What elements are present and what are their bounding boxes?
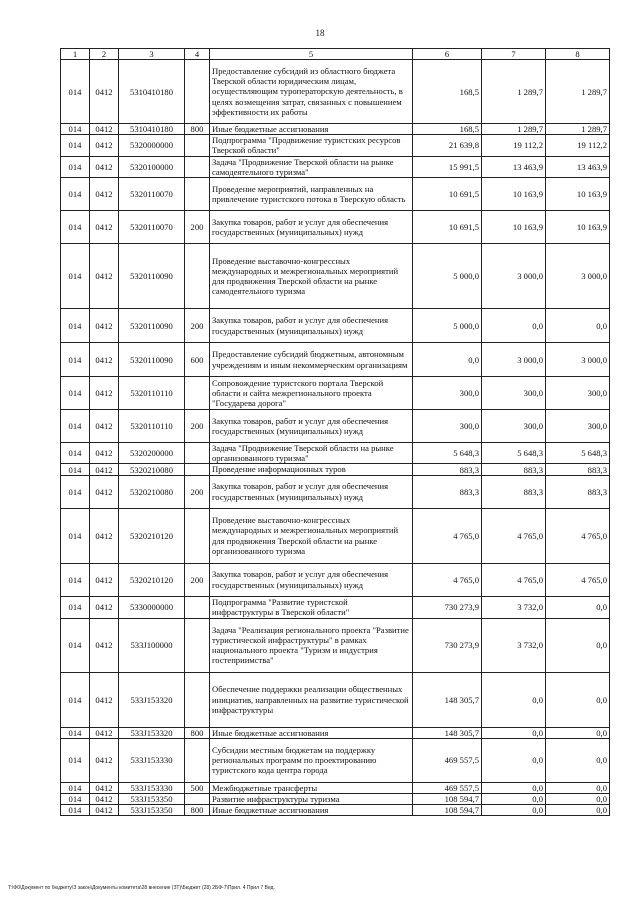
cell-expense-type-code	[185, 60, 210, 124]
cell-chapter-code: 014	[61, 508, 90, 563]
cell-amount-2022: 10 163,9	[482, 178, 546, 211]
cell-chapter-code: 014	[61, 805, 90, 816]
cell-amount-2022: 3 732,0	[482, 618, 546, 672]
cell-expense-type-code	[185, 596, 210, 618]
table-row	[61, 124, 610, 135]
cell-target-article-code: 5330000000	[119, 596, 185, 618]
column-header-4: 4	[185, 49, 210, 60]
cell-section-code: 0412	[90, 475, 119, 508]
cell-amount-2023: 0,0	[546, 672, 610, 727]
cell-amount-2023: 0,0	[546, 618, 610, 672]
cell-description: Субсидии местным бюджетам на поддержку региональных программ по проектированию туристского кода центра города	[210, 738, 413, 782]
cell-expense-type-code: 200	[185, 211, 210, 244]
cell-target-article-code: 5320210120	[119, 508, 185, 563]
cell-amount-2023: 19 112,2	[546, 135, 610, 156]
cell-target-article-code: 5320110090	[119, 244, 185, 309]
cell-amount-2023: 4 765,0	[546, 508, 610, 563]
cell-amount-2022: 1 289,7	[482, 60, 546, 124]
cell-description: Предоставление субсидий из областного бюджета Тверской области юридическим лицам, осуществляющим туроператорскую деятельность, в целях возмещения затрат, связанных с повышением эффективности их работы	[210, 60, 413, 124]
cell-amount-2021: 21 639,8	[413, 135, 482, 156]
cell-chapter-code: 014	[61, 782, 90, 793]
cell-amount-2021: 108 594,7	[413, 805, 482, 816]
table-row	[61, 672, 610, 727]
cell-amount-2022: 3 732,0	[482, 596, 546, 618]
cell-description: Проведение мероприятий, направленных на привлечение туристского потока в Тверскую область	[210, 178, 413, 211]
column-header-3: 3	[119, 49, 185, 60]
cell-expense-type-code: 200	[185, 410, 210, 443]
cell-description: Проведение выставочно-конгрессных международных и межрегиональных мероприятий для продвижения Тверской области на рынке самодеятельного туризма	[210, 244, 413, 309]
table-row	[61, 377, 610, 410]
cell-amount-2022: 0,0	[482, 672, 546, 727]
cell-amount-2021: 730 273,9	[413, 618, 482, 672]
table-row	[61, 178, 610, 211]
cell-description: Иные бюджетные ассигнования	[210, 805, 413, 816]
cell-target-article-code: 5320200000	[119, 443, 185, 464]
cell-description: Задача "Продвижение Тверской области на рынке самодеятельного туризма"	[210, 156, 413, 177]
cell-amount-2022: 883,3	[482, 475, 546, 508]
table-row	[61, 475, 610, 508]
cell-target-article-code: 5320110070	[119, 211, 185, 244]
cell-section-code: 0412	[90, 563, 119, 596]
cell-chapter-code: 014	[61, 309, 90, 343]
cell-amount-2021: 469 557,5	[413, 738, 482, 782]
cell-section-code: 0412	[90, 464, 119, 475]
cell-chapter-code: 014	[61, 343, 90, 377]
cell-description: Подпрограмма "Развитие туристской инфраструктуры в Тверской области"	[210, 596, 413, 618]
cell-amount-2021: 4 765,0	[413, 508, 482, 563]
cell-amount-2022: 3 000,0	[482, 244, 546, 309]
cell-expense-type-code	[185, 244, 210, 309]
cell-amount-2022: 300,0	[482, 377, 546, 410]
table-row	[61, 618, 610, 672]
cell-chapter-code: 014	[61, 135, 90, 156]
cell-expense-type-code	[185, 178, 210, 211]
cell-amount-2023: 0,0	[546, 727, 610, 738]
cell-amount-2021: 0,0	[413, 343, 482, 377]
cell-amount-2021: 108 594,7	[413, 794, 482, 805]
cell-amount-2021: 5 000,0	[413, 309, 482, 343]
cell-target-article-code: 533J153320	[119, 672, 185, 727]
table-row	[61, 135, 610, 156]
cell-chapter-code: 014	[61, 738, 90, 782]
cell-amount-2022: 300,0	[482, 410, 546, 443]
table-row	[61, 410, 610, 443]
cell-chapter-code: 014	[61, 377, 90, 410]
cell-chapter-code: 014	[61, 727, 90, 738]
cell-amount-2021: 5 648,3	[413, 443, 482, 464]
cell-expense-type-code	[185, 618, 210, 672]
cell-amount-2022: 5 648,3	[482, 443, 546, 464]
cell-target-article-code: 5310410180	[119, 60, 185, 124]
cell-amount-2023: 10 163,9	[546, 211, 610, 244]
cell-amount-2022: 3 000,0	[482, 343, 546, 377]
budget-table	[60, 48, 610, 816]
cell-chapter-code: 014	[61, 124, 90, 135]
cell-section-code: 0412	[90, 309, 119, 343]
cell-chapter-code: 014	[61, 464, 90, 475]
cell-target-article-code: 533J153350	[119, 794, 185, 805]
cell-target-article-code: 5320110110	[119, 377, 185, 410]
cell-section-code: 0412	[90, 508, 119, 563]
table-body	[61, 60, 610, 816]
cell-amount-2023: 5 648,3	[546, 443, 610, 464]
cell-amount-2021: 148 305,7	[413, 672, 482, 727]
cell-section-code: 0412	[90, 60, 119, 124]
column-header-8: 8	[546, 49, 610, 60]
cell-description: Задача "Продвижение Тверской области на рынке организованного туризма"	[210, 443, 413, 464]
table-row	[61, 738, 610, 782]
cell-description: Подпрограмма "Продвижение туристских ресурсов Тверской области"	[210, 135, 413, 156]
cell-section-code: 0412	[90, 211, 119, 244]
cell-expense-type-code	[185, 156, 210, 177]
cell-amount-2021: 168,5	[413, 60, 482, 124]
cell-section-code: 0412	[90, 410, 119, 443]
cell-expense-type-code: 200	[185, 563, 210, 596]
cell-expense-type-code: 800	[185, 727, 210, 738]
cell-amount-2022: 0,0	[482, 727, 546, 738]
cell-amount-2021: 5 000,0	[413, 244, 482, 309]
cell-target-article-code: 533J153320	[119, 727, 185, 738]
cell-description: Предоставление субсидий бюджетным, автономным учреждениям и иным некоммерческим организациям	[210, 343, 413, 377]
cell-expense-type-code: 200	[185, 309, 210, 343]
cell-chapter-code: 014	[61, 618, 90, 672]
cell-section-code: 0412	[90, 135, 119, 156]
cell-description: Закупка товаров, работ и услуг для обеспечения государственных (муниципальных) нужд	[210, 475, 413, 508]
cell-amount-2022: 1 289,7	[482, 124, 546, 135]
cell-amount-2021: 883,3	[413, 475, 482, 508]
cell-amount-2021: 469 557,5	[413, 782, 482, 793]
cell-chapter-code: 014	[61, 156, 90, 177]
cell-amount-2023: 1 289,7	[546, 60, 610, 124]
cell-section-code: 0412	[90, 596, 119, 618]
file-path-footer: T:\Ф0\Документ по бюджету\З закон\Документы комитета\28 внесение (ЗТ)\Бюджет (28) 2БФ-7\Прил. 4 Прил 7 Вед.	[8, 885, 275, 891]
cell-section-code: 0412	[90, 343, 119, 377]
cell-description: Закупка товаров, работ и услуг для обеспечения государственных (муниципальных) нужд	[210, 211, 413, 244]
cell-expense-type-code: 500	[185, 782, 210, 793]
cell-amount-2021: 300,0	[413, 377, 482, 410]
cell-expense-type-code	[185, 443, 210, 464]
table-row	[61, 244, 610, 309]
cell-target-article-code: 5310410180	[119, 124, 185, 135]
cell-target-article-code: 5320210080	[119, 475, 185, 508]
cell-expense-type-code	[185, 738, 210, 782]
column-header-6: 6	[413, 49, 482, 60]
cell-chapter-code: 014	[61, 211, 90, 244]
cell-target-article-code: 5320000000	[119, 135, 185, 156]
cell-chapter-code: 014	[61, 244, 90, 309]
cell-description: Закупка товаров, работ и услуг для обеспечения государственных (муниципальных) нужд	[210, 410, 413, 443]
cell-amount-2022: 0,0	[482, 309, 546, 343]
cell-expense-type-code	[185, 377, 210, 410]
cell-amount-2022: 0,0	[482, 805, 546, 816]
table-row	[61, 309, 610, 343]
cell-amount-2023: 1 289,7	[546, 124, 610, 135]
cell-chapter-code: 014	[61, 672, 90, 727]
cell-amount-2021: 10 691,5	[413, 178, 482, 211]
cell-section-code: 0412	[90, 618, 119, 672]
cell-expense-type-code	[185, 794, 210, 805]
cell-amount-2023: 10 163,9	[546, 178, 610, 211]
cell-target-article-code: 533J153330	[119, 782, 185, 793]
cell-section-code: 0412	[90, 377, 119, 410]
cell-chapter-code: 014	[61, 443, 90, 464]
cell-amount-2023: 4 765,0	[546, 563, 610, 596]
cell-amount-2021: 730 273,9	[413, 596, 482, 618]
cell-section-code: 0412	[90, 672, 119, 727]
cell-target-article-code: 5320110110	[119, 410, 185, 443]
cell-chapter-code: 014	[61, 410, 90, 443]
cell-amount-2022: 4 765,0	[482, 508, 546, 563]
cell-target-article-code: 5320110070	[119, 178, 185, 211]
cell-expense-type-code: 800	[185, 805, 210, 816]
cell-section-code: 0412	[90, 443, 119, 464]
cell-section-code: 0412	[90, 244, 119, 309]
cell-amount-2021: 4 765,0	[413, 563, 482, 596]
cell-target-article-code: 533J153350	[119, 805, 185, 816]
table-row	[61, 156, 610, 177]
cell-chapter-code: 014	[61, 60, 90, 124]
cell-amount-2022: 4 765,0	[482, 563, 546, 596]
cell-amount-2022: 19 112,2	[482, 135, 546, 156]
cell-description: Иные бюджетные ассигнования	[210, 727, 413, 738]
table-row	[61, 794, 610, 805]
cell-chapter-code: 014	[61, 475, 90, 508]
cell-chapter-code: 014	[61, 596, 90, 618]
cell-expense-type-code	[185, 672, 210, 727]
cell-amount-2023: 3 000,0	[546, 244, 610, 309]
table-row	[61, 782, 610, 793]
table-row	[61, 805, 610, 816]
cell-description: Задача "Реализация регионального проекта "Развитие туристической инфраструктуры" в рамках национального проекта "Туризм и индустрия гостеприимства"	[210, 618, 413, 672]
cell-amount-2023: 0,0	[546, 805, 610, 816]
cell-description: Закупка товаров, работ и услуг для обеспечения государственных (муниципальных) нужд	[210, 309, 413, 343]
cell-section-code: 0412	[90, 124, 119, 135]
cell-amount-2023: 300,0	[546, 377, 610, 410]
cell-amount-2023: 300,0	[546, 410, 610, 443]
table-row	[61, 596, 610, 618]
cell-expense-type-code: 200	[185, 475, 210, 508]
column-header-1: 1	[61, 49, 90, 60]
cell-target-article-code: 5320210120	[119, 563, 185, 596]
cell-amount-2023: 3 000,0	[546, 343, 610, 377]
cell-section-code: 0412	[90, 727, 119, 738]
cell-amount-2022: 883,3	[482, 464, 546, 475]
table-row	[61, 60, 610, 124]
cell-target-article-code: 5320210080	[119, 464, 185, 475]
cell-section-code: 0412	[90, 805, 119, 816]
cell-target-article-code: 533J153330	[119, 738, 185, 782]
cell-amount-2023: 0,0	[546, 794, 610, 805]
cell-target-article-code: 533J100000	[119, 618, 185, 672]
cell-description: Проведение выставочно-конгрессных международных и межрегиональных мероприятий для продвижения Тверской области на рынке организованного туризма	[210, 508, 413, 563]
cell-amount-2021: 10 691,5	[413, 211, 482, 244]
cell-chapter-code: 014	[61, 794, 90, 805]
cell-description: Межбюджетные трансферты	[210, 782, 413, 793]
cell-amount-2021: 15 991,5	[413, 156, 482, 177]
cell-section-code: 0412	[90, 738, 119, 782]
cell-expense-type-code	[185, 135, 210, 156]
cell-description: Обеспечение поддержки реализации общественных инициатив, направленных на развитие туристической инфраструктуры	[210, 672, 413, 727]
cell-amount-2023: 0,0	[546, 782, 610, 793]
cell-expense-type-code: 800	[185, 124, 210, 135]
cell-amount-2022: 13 463,9	[482, 156, 546, 177]
cell-target-article-code: 5320110090	[119, 309, 185, 343]
cell-section-code: 0412	[90, 794, 119, 805]
cell-amount-2022: 0,0	[482, 782, 546, 793]
cell-amount-2022: 0,0	[482, 738, 546, 782]
cell-description: Иные бюджетные ассигнования	[210, 124, 413, 135]
column-header-7: 7	[482, 49, 546, 60]
table-row	[61, 563, 610, 596]
cell-target-article-code: 5320100000	[119, 156, 185, 177]
cell-amount-2023: 13 463,9	[546, 156, 610, 177]
cell-amount-2023: 0,0	[546, 738, 610, 782]
table-row	[61, 443, 610, 464]
cell-amount-2023: 883,3	[546, 475, 610, 508]
table-row	[61, 464, 610, 475]
cell-chapter-code: 014	[61, 178, 90, 211]
cell-amount-2021: 168,5	[413, 124, 482, 135]
cell-amount-2023: 0,0	[546, 596, 610, 618]
cell-description: Развитие инфраструктуры туризма	[210, 794, 413, 805]
cell-amount-2021: 300,0	[413, 410, 482, 443]
table-row	[61, 508, 610, 563]
column-header-5: 5	[210, 49, 413, 60]
cell-amount-2021: 148 305,7	[413, 727, 482, 738]
cell-chapter-code: 014	[61, 563, 90, 596]
cell-amount-2022: 10 163,9	[482, 211, 546, 244]
cell-section-code: 0412	[90, 156, 119, 177]
cell-section-code: 0412	[90, 178, 119, 211]
cell-amount-2023: 883,3	[546, 464, 610, 475]
cell-expense-type-code	[185, 464, 210, 475]
column-header-2: 2	[90, 49, 119, 60]
cell-expense-type-code	[185, 508, 210, 563]
cell-amount-2023: 0,0	[546, 309, 610, 343]
cell-section-code: 0412	[90, 782, 119, 793]
cell-description: Закупка товаров, работ и услуг для обеспечения государственных (муниципальных) нужд	[210, 563, 413, 596]
cell-amount-2021: 883,3	[413, 464, 482, 475]
page-number: 18	[315, 28, 325, 38]
cell-target-article-code: 5320110090	[119, 343, 185, 377]
table-header-row	[61, 49, 610, 60]
table-row	[61, 727, 610, 738]
cell-expense-type-code: 600	[185, 343, 210, 377]
cell-description: Проведение информационных туров	[210, 464, 413, 475]
table-row	[61, 211, 610, 244]
table-row	[61, 343, 610, 377]
cell-amount-2022: 0,0	[482, 794, 546, 805]
cell-description: Сопровождение туристского портала Тверской области и сайта межрегионального проекта "Государева дорога"	[210, 377, 413, 410]
